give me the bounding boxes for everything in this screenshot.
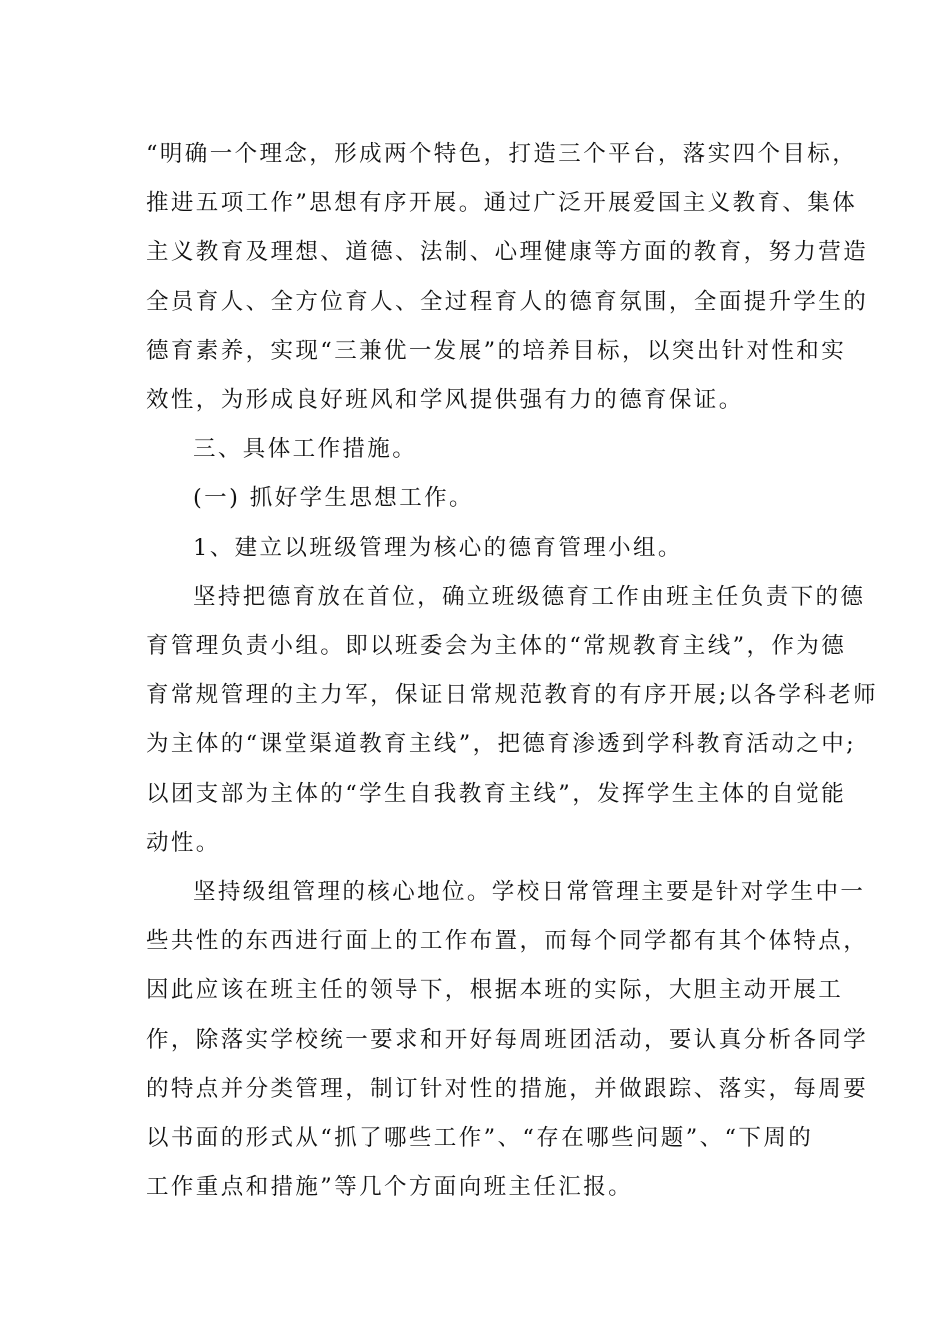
section-heading-measures xyxy=(146,425,808,474)
text-line: 以团支部为主体的“学生自我教育主线”，发挥学生主体的自觉能 xyxy=(146,780,847,807)
text-line: 为主体的“课堂渠道教育主线”，把德育渗透到学科教育活动之中; xyxy=(146,731,857,758)
paragraph-grade-management xyxy=(146,868,869,1212)
text-line: 全员育人、全方位育人、全过程育人的德育氛围，全面提升学生的 xyxy=(146,288,869,315)
text-line: 坚持级组管理的核心地位。学校日常管理主要是针对学生中一 xyxy=(193,879,866,906)
text-line: 以书面的形式从“抓了哪些工作”、“存在哪些问题”、“下周的 xyxy=(146,1125,814,1152)
text-line: 的特点并分类管理，制订针对性的措施，并做跟踪、落实，每周要 xyxy=(146,1075,869,1102)
text-line: 动性。 xyxy=(146,829,221,856)
paragraph-goals xyxy=(146,130,869,425)
text-line: “明确一个理念，形成两个特色，打造三个平台，落实四个目标， xyxy=(146,141,858,167)
text-line: 推进五项工作”思想有序开展。通过广泛开展爱国主义教育、集体 xyxy=(146,190,858,217)
document-body xyxy=(146,130,879,1212)
item-heading-management-group xyxy=(146,524,808,573)
heading-text: 三、具体工作措施。 xyxy=(193,436,418,463)
text-line: 坚持把德育放在首位，确立班级德育工作由班主任负责下的德 xyxy=(193,583,866,610)
text-line: 德育素养，实现“三兼优一发展”的培养目标，以突出针对性和实 xyxy=(146,337,847,364)
text-line: 因此应该在班主任的领导下，根据本班的实际，大胆主动开展工 xyxy=(146,977,844,1004)
text-line: 育常规管理的主力军，保证日常规范教育的有序开展;以各学科老师 xyxy=(146,682,879,709)
heading-text: 1、建立以班级管理为核心的德育管理小组。 xyxy=(193,534,683,561)
text-line: 效性，为形成良好班风和学风提供强有力的德育保证。 xyxy=(146,387,744,414)
text-line: 作，除落实学校统一要求和开好每周班团活动，要认真分析各同学 xyxy=(146,1026,869,1053)
text-line: 些共性的东西进行面上的工作布置，而每个同学都有其个体特点， xyxy=(146,928,869,955)
paragraph-moral-priority xyxy=(146,573,879,868)
text-line: 主义教育及理想、道德、法制、心理健康等方面的教育，努力营造 xyxy=(146,239,869,266)
text-line: 育管理负责小组。即以班委会为主体的“常规教育主线”，作为德 xyxy=(146,633,847,660)
text-line: 工作重点和措施”等几个方面向班主任汇报。 xyxy=(146,1174,634,1201)
subsection-heading-thought-work xyxy=(146,474,808,523)
heading-text: (一) 抓好学生思想工作。 xyxy=(193,485,474,512)
